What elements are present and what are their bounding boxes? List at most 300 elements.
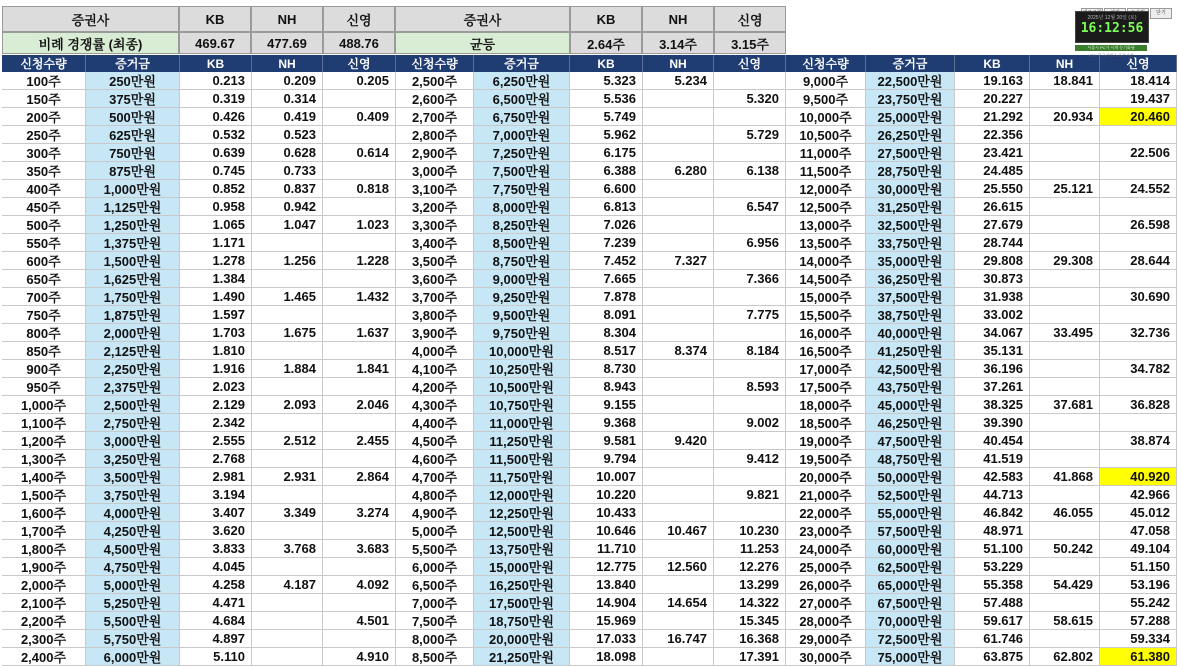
qty-cell: 12,000주 [786,180,866,198]
deposit-cell: 46,250만원 [866,414,955,432]
sinyoung-value-cell [714,252,786,270]
sinyoung-value-cell: 8.593 [714,378,786,396]
sinyoung-value-cell [323,234,396,252]
qty-cell: 12,500주 [786,198,866,216]
deposit-cell: 500만원 [86,108,180,126]
kb-value-cell: 2.342 [180,414,252,432]
kb-value-cell: 2.129 [180,396,252,414]
nh-value-cell [643,486,714,504]
qty-cell: 4,300주 [396,396,474,414]
qty-cell: 3,400주 [396,234,474,252]
sinyoung-value-cell [323,270,396,288]
kb-value-cell: 55.358 [955,576,1030,594]
col-header-sinyoung-2: 신영 [714,55,786,72]
nh-value-cell [643,468,714,486]
qty-cell: 8,500주 [396,648,474,666]
kb-value-cell: 21.292 [955,108,1030,126]
broker-kb: KB [179,6,251,32]
deposit-cell: 30,000만원 [866,180,955,198]
deposit-cell: 37,500만원 [866,288,955,306]
sinyoung-value-cell [714,288,786,306]
qty-cell: 19,000주 [786,432,866,450]
deposit-cell: 2,500만원 [86,396,180,414]
nh-value-cell [643,378,714,396]
deposit-cell: 7,000만원 [474,126,570,144]
broker-nh-2: NH [642,6,714,32]
deposit-cell: 47,500만원 [866,432,955,450]
kb-value-cell: 37.261 [955,378,1030,396]
nh-value-cell [1030,306,1100,324]
deposit-cell: 2,125만원 [86,342,180,360]
nh-value-cell [643,540,714,558]
deposit-cell: 5,750만원 [86,630,180,648]
deposit-cell: 67,500만원 [866,594,955,612]
deposit-cell: 32,500만원 [866,216,955,234]
qty-cell: 2,900주 [396,144,474,162]
sinyoung-value-cell: 32.736 [1100,324,1177,342]
col-header-sinyoung-3: 신영 [1100,55,1177,72]
qty-cell: 1,900주 [2,558,86,576]
kb-value-cell: 5.962 [570,126,643,144]
sinyoung-value-cell: 12.276 [714,558,786,576]
kb-value-cell: 29.808 [955,252,1030,270]
sinyoung-value-cell: 4.910 [323,648,396,666]
ratio-nh: 477.69 [251,32,323,54]
deposit-cell: 7,250만원 [474,144,570,162]
sinyoung-value-cell [323,450,396,468]
deposit-cell: 9,000만원 [474,270,570,288]
nh-value-cell [643,324,714,342]
qty-cell: 4,800주 [396,486,474,504]
kb-value-cell: 63.875 [955,648,1030,666]
sinyoung-value-cell: 61.380 [1100,648,1177,666]
nh-value-cell: 1.047 [252,216,323,234]
ratio-label: 비례 경쟁률 (최종) [2,32,179,54]
deposit-cell: 16,250만원 [474,576,570,594]
kb-value-cell: 28.744 [955,234,1030,252]
qty-cell: 27,000주 [786,594,866,612]
qty-cell: 13,500주 [786,234,866,252]
sinyoung-value-cell [714,324,786,342]
nh-value-cell [643,234,714,252]
nh-value-cell [252,234,323,252]
sinyoung-value-cell: 42.966 [1100,486,1177,504]
kb-value-cell: 6.388 [570,162,643,180]
qty-cell: 1,300주 [2,450,86,468]
deposit-cell: 45,000만원 [866,396,955,414]
broker-sinyoung-2: 신영 [714,6,786,32]
kb-value-cell: 7.026 [570,216,643,234]
qty-cell: 750주 [2,306,86,324]
deposit-cell: 48,750만원 [866,450,955,468]
nh-value-cell: 7.327 [643,252,714,270]
deposit-cell: 11,500만원 [474,450,570,468]
deposit-cell: 750만원 [86,144,180,162]
kb-value-cell: 1.171 [180,234,252,252]
deposit-cell: 72,500만원 [866,630,955,648]
equal-label: 균등 [395,32,570,54]
kb-value-cell: 0.852 [180,180,252,198]
nh-value-cell [1030,144,1100,162]
kb-value-cell: 42.583 [955,468,1030,486]
nh-value-cell [643,396,714,414]
kb-value-cell: 5.110 [180,648,252,666]
qty-cell: 10,000주 [786,108,866,126]
qty-cell: 200주 [2,108,86,126]
kb-value-cell: 8.730 [570,360,643,378]
qty-cell: 10,500주 [786,126,866,144]
nh-value-cell [643,144,714,162]
sinyoung-value-cell: 7.775 [714,306,786,324]
nh-value-cell [1030,594,1100,612]
nh-value-cell: 1.256 [252,252,323,270]
sinyoung-value-cell [714,504,786,522]
deposit-cell: 10,000만원 [474,342,570,360]
kb-value-cell: 0.213 [180,72,252,90]
kb-value-cell: 17.033 [570,630,643,648]
nh-value-cell [1030,288,1100,306]
clock-time: 16:12:56 [1080,21,1144,36]
nh-value-cell [1030,162,1100,180]
sinyoung-value-cell: 9.821 [714,486,786,504]
col-header-sinyoung-1: 신영 [323,55,396,72]
nh-value-cell: 0.523 [252,126,323,144]
nh-value-cell [1030,630,1100,648]
qty-cell: 850주 [2,342,86,360]
deposit-cell: 2,375만원 [86,378,180,396]
sinyoung-value-cell [1100,450,1177,468]
qty-cell: 22,000주 [786,504,866,522]
nh-value-cell [643,90,714,108]
deposit-cell: 36,250만원 [866,270,955,288]
deposit-cell: 43,750만원 [866,378,955,396]
nh-value-cell: 10.467 [643,522,714,540]
sinyoung-value-cell: 5.729 [714,126,786,144]
sinyoung-value-cell: 18.414 [1100,72,1177,90]
sinyoung-value-cell: 6.956 [714,234,786,252]
nh-value-cell [1030,198,1100,216]
deposit-cell: 6,250만원 [474,72,570,90]
kb-value-cell: 0.532 [180,126,252,144]
sinyoung-value-cell: 30.690 [1100,288,1177,306]
qty-cell: 24,000주 [786,540,866,558]
qty-cell: 250주 [2,126,86,144]
qty-cell: 18,500주 [786,414,866,432]
sinyoung-value-cell [714,72,786,90]
deposit-cell: 3,000만원 [86,432,180,450]
deposit-cell: 26,250만원 [866,126,955,144]
sinyoung-value-cell: 3.683 [323,540,396,558]
deposit-cell: 27,500만원 [866,144,955,162]
nh-value-cell: 46.055 [1030,504,1100,522]
deposit-cell: 60,000만원 [866,540,955,558]
qty-cell: 1,500주 [2,486,86,504]
deposit-cell: 5,000만원 [86,576,180,594]
sinyoung-value-cell [714,180,786,198]
qty-cell: 9,000주 [786,72,866,90]
qty-cell: 2,000주 [2,576,86,594]
deposit-cell: 18,750만원 [474,612,570,630]
kb-value-cell: 10.220 [570,486,643,504]
deposit-cell: 62,500만원 [866,558,955,576]
nh-value-cell: 0.628 [252,144,323,162]
nh-value-cell: 0.942 [252,198,323,216]
deposit-cell: 35,000만원 [866,252,955,270]
nh-value-cell: 50.242 [1030,540,1100,558]
qty-cell: 17,500주 [786,378,866,396]
nh-value-cell [1030,522,1100,540]
nh-value-cell: 18.841 [1030,72,1100,90]
nh-value-cell [1030,342,1100,360]
sinyoung-value-cell: 0.205 [323,72,396,90]
nh-value-cell [252,450,323,468]
sinyoung-value-cell: 49.104 [1100,540,1177,558]
qty-cell: 450주 [2,198,86,216]
nh-value-cell [643,612,714,630]
kb-value-cell: 10.007 [570,468,643,486]
qty-cell: 21,000주 [786,486,866,504]
sinyoung-value-cell: 0.818 [323,180,396,198]
ratio-kb: 469.67 [179,32,251,54]
nh-value-cell [252,486,323,504]
col-header-nh-3: NH [1030,55,1100,72]
sinyoung-value-cell [323,558,396,576]
deposit-cell: 11,000만원 [474,414,570,432]
nh-value-cell [1030,216,1100,234]
sinyoung-value-cell [714,216,786,234]
sinyoung-value-cell: 26.598 [1100,216,1177,234]
qty-cell: 4,400주 [396,414,474,432]
deposit-cell: 3,250만원 [86,450,180,468]
kb-value-cell: 35.131 [955,342,1030,360]
nh-value-cell [1030,486,1100,504]
kb-value-cell: 5.749 [570,108,643,126]
kb-value-cell: 27.679 [955,216,1030,234]
nh-value-cell [643,576,714,594]
deposit-cell: 2,750만원 [86,414,180,432]
sinyoung-value-cell: 16.368 [714,630,786,648]
deposit-cell: 4,250만원 [86,522,180,540]
sinyoung-value-cell: 38.874 [1100,432,1177,450]
nh-value-cell [643,216,714,234]
deposit-cell: 875만원 [86,162,180,180]
sinyoung-value-cell: 34.782 [1100,360,1177,378]
nh-value-cell [252,270,323,288]
qty-cell: 4,500주 [396,432,474,450]
sinyoung-value-cell: 45.012 [1100,504,1177,522]
deposit-cell: 5,250만원 [86,594,180,612]
qty-cell: 2,600주 [396,90,474,108]
widget-close-button[interactable]: 닫기 [1150,8,1172,19]
nh-value-cell [643,450,714,468]
sinyoung-value-cell [323,378,396,396]
deposit-cell: 7,500만원 [474,162,570,180]
qty-cell: 1,400주 [2,468,86,486]
qty-cell: 100주 [2,72,86,90]
nh-value-cell: 5.234 [643,72,714,90]
sinyoung-value-cell [323,486,396,504]
kb-value-cell: 44.713 [955,486,1030,504]
deposit-cell: 9,250만원 [474,288,570,306]
col-header-kb-2: KB [570,55,643,72]
qty-cell: 500주 [2,216,86,234]
kb-value-cell: 9.794 [570,450,643,468]
kb-value-cell: 5.536 [570,90,643,108]
qty-cell: 5,500주 [396,540,474,558]
equal-kb: 2.64주 [570,32,642,54]
deposit-cell: 8,000만원 [474,198,570,216]
kb-value-cell: 2.981 [180,468,252,486]
deposit-cell: 1,625만원 [86,270,180,288]
sinyoung-value-cell: 9.412 [714,450,786,468]
deposit-cell: 12,250만원 [474,504,570,522]
kb-value-cell: 7.665 [570,270,643,288]
clock-source: KRX 한국거래소 표준시각 [1088,53,1134,58]
kb-value-cell: 4.684 [180,612,252,630]
nh-value-cell: 33.495 [1030,324,1100,342]
deposit-cell: 11,750만원 [474,468,570,486]
deposit-cell: 52,500만원 [866,486,955,504]
deposit-cell: 57,500만원 [866,522,955,540]
nh-value-cell: 0.837 [252,180,323,198]
ratio-sinyoung: 488.76 [323,32,395,54]
kb-value-cell: 9.368 [570,414,643,432]
qty-cell: 1,800주 [2,540,86,558]
deposit-cell: 1,125만원 [86,198,180,216]
kb-value-cell: 23.421 [955,144,1030,162]
qty-cell: 350주 [2,162,86,180]
kb-value-cell: 3.833 [180,540,252,558]
qty-cell: 5,000주 [396,522,474,540]
sinyoung-value-cell [323,198,396,216]
deposit-cell: 4,500만원 [86,540,180,558]
col-header-kb-3: KB [955,55,1030,72]
deposit-cell: 13,750만원 [474,540,570,558]
nh-value-cell: 0.314 [252,90,323,108]
deposit-cell: 9,750만원 [474,324,570,342]
kb-value-cell: 0.958 [180,198,252,216]
col-header-qty-1: 신청수량 [2,55,86,72]
deposit-cell: 65,000만원 [866,576,955,594]
sinyoung-value-cell: 55.242 [1100,594,1177,612]
kb-value-cell: 5.323 [570,72,643,90]
nh-value-cell: 2.093 [252,396,323,414]
clock-display [1075,11,1149,43]
qty-cell: 3,600주 [396,270,474,288]
kb-value-cell: 13.840 [570,576,643,594]
nh-value-cell [643,414,714,432]
kb-value-cell: 26.615 [955,198,1030,216]
qty-cell: 14,000주 [786,252,866,270]
kb-value-cell: 34.067 [955,324,1030,342]
kb-value-cell: 7.239 [570,234,643,252]
kb-value-cell: 51.100 [955,540,1030,558]
sinyoung-value-cell: 1.228 [323,252,396,270]
sinyoung-value-cell: 9.002 [714,414,786,432]
qty-cell: 3,700주 [396,288,474,306]
deposit-cell: 10,500만원 [474,378,570,396]
kb-value-cell: 39.390 [955,414,1030,432]
nh-value-cell: 1.465 [252,288,323,306]
qty-cell: 1,000주 [2,396,86,414]
qty-cell: 25,000주 [786,558,866,576]
kb-value-cell: 1.916 [180,360,252,378]
qty-cell: 6,000주 [396,558,474,576]
sinyoung-value-cell [1100,126,1177,144]
deposit-cell: 1,875만원 [86,306,180,324]
kb-value-cell: 0.639 [180,144,252,162]
nh-value-cell [252,342,323,360]
nh-value-cell [1030,432,1100,450]
qty-cell: 550주 [2,234,86,252]
deposit-cell: 21,250만원 [474,648,570,666]
nh-value-cell: 1.675 [252,324,323,342]
sinyoung-value-cell [1100,270,1177,288]
sinyoung-value-cell [323,306,396,324]
qty-cell: 800주 [2,324,86,342]
kb-value-cell: 57.488 [955,594,1030,612]
qty-cell: 2,100주 [2,594,86,612]
sinyoung-value-cell: 6.547 [714,198,786,216]
qty-cell: 4,200주 [396,378,474,396]
qty-cell: 2,700주 [396,108,474,126]
kb-value-cell: 12.775 [570,558,643,576]
sinyoung-value-cell [323,414,396,432]
kb-value-cell: 15.969 [570,612,643,630]
deposit-cell: 10,750만원 [474,396,570,414]
sinyoung-value-cell: 2.046 [323,396,396,414]
sinyoung-value-cell: 19.437 [1100,90,1177,108]
qty-cell: 11,000주 [786,144,866,162]
broker-kb-2: KB [570,6,642,32]
nh-value-cell [252,612,323,630]
sinyoung-value-cell: 1.841 [323,360,396,378]
kb-value-cell: 31.938 [955,288,1030,306]
kb-value-cell: 41.519 [955,450,1030,468]
deposit-cell: 15,000만원 [474,558,570,576]
sinyoung-value-cell [1100,414,1177,432]
qty-cell: 15,500주 [786,306,866,324]
kb-value-cell: 4.258 [180,576,252,594]
qty-cell: 23,000주 [786,522,866,540]
kb-value-cell: 1.384 [180,270,252,288]
qty-cell: 3,200주 [396,198,474,216]
deposit-cell: 38,750만원 [866,306,955,324]
qty-cell: 650주 [2,270,86,288]
qty-cell: 20,000주 [786,468,866,486]
kb-value-cell: 48.971 [955,522,1030,540]
kb-value-cell: 1.597 [180,306,252,324]
kb-value-cell: 38.325 [955,396,1030,414]
deposit-cell: 12,000만원 [474,486,570,504]
qty-cell: 4,000주 [396,342,474,360]
qty-cell: 1,600주 [2,504,86,522]
sinyoung-value-cell [1100,198,1177,216]
kb-value-cell: 1.065 [180,216,252,234]
qty-cell: 2,200주 [2,612,86,630]
qty-cell: 3,800주 [396,306,474,324]
kb-value-cell: 1.703 [180,324,252,342]
deposit-cell: 23,750만원 [866,90,955,108]
sinyoung-value-cell [1100,378,1177,396]
sinyoung-value-cell: 28.644 [1100,252,1177,270]
qty-cell: 7,500주 [396,612,474,630]
kb-value-cell: 59.617 [955,612,1030,630]
deposit-cell: 8,500만원 [474,234,570,252]
sinyoung-value-cell: 1.432 [323,288,396,306]
sinyoung-value-cell: 8.184 [714,342,786,360]
nh-value-cell [252,378,323,396]
